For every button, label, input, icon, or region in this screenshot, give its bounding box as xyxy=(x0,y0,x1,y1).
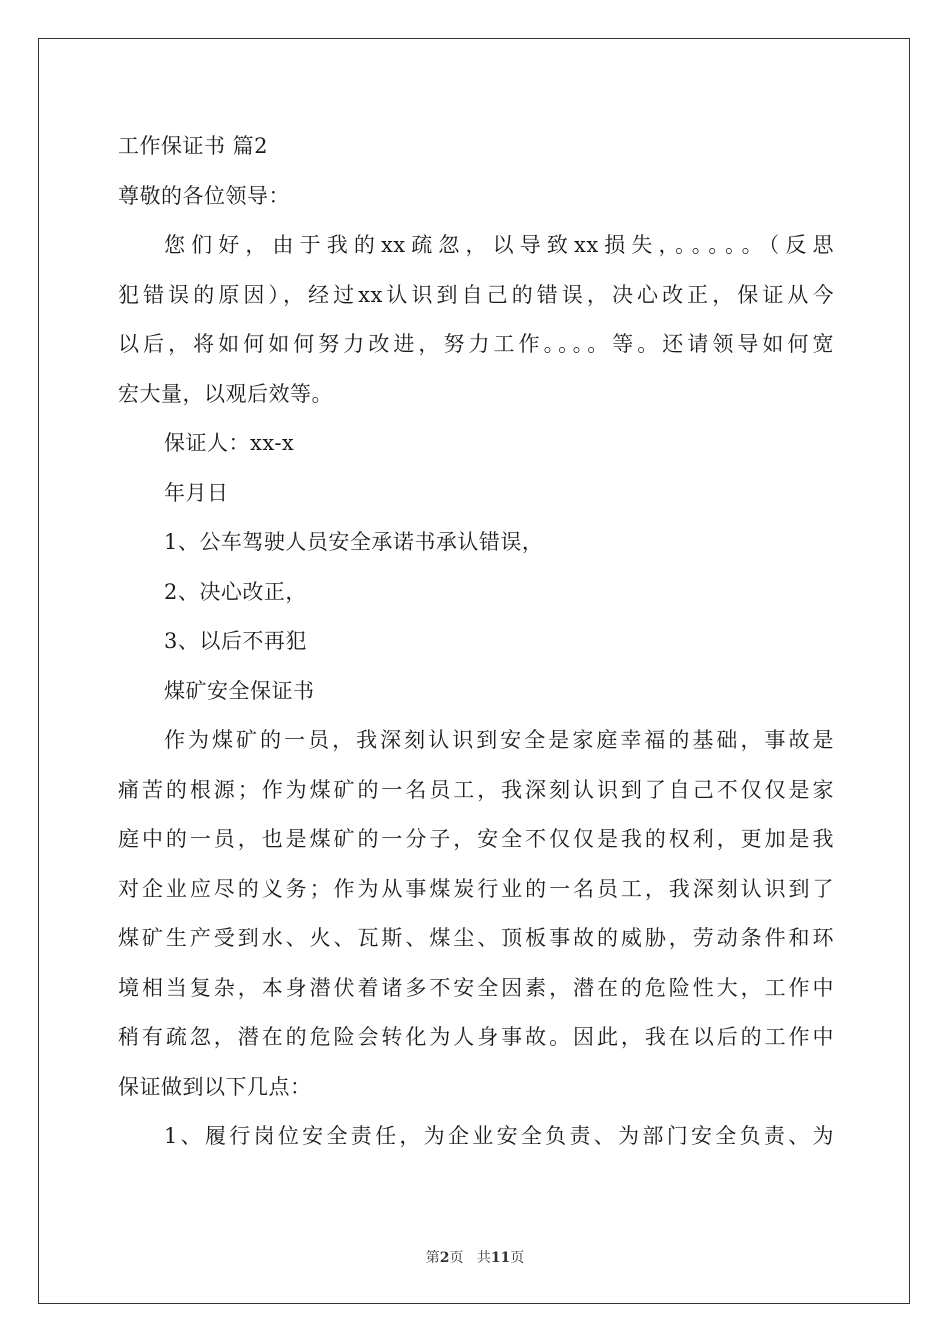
total-pages: 11 xyxy=(490,1250,511,1266)
paragraph-line: 宏大量，以观后效等。 xyxy=(118,381,333,406)
list-item: 3、以后不再犯 xyxy=(164,629,307,653)
footer-total-prefix: 共 xyxy=(476,1250,491,1266)
document-heading: 工作保证书 篇2 xyxy=(118,134,269,158)
salutation: 尊敬的各位领导： xyxy=(118,183,290,208)
list-item: 2、决心改正， xyxy=(164,579,307,604)
paragraph-line: 庭中的一员，也是煤矿的一分子，安全不仅仅是我的权利，更加是我 xyxy=(118,827,834,851)
document-body xyxy=(118,122,834,1162)
page-footer xyxy=(0,1247,950,1267)
paragraph-line: 稍有疏忽，潜在的危险会转化为人身事故。因此，我在以后的工作中 xyxy=(118,1025,834,1049)
paragraph-line: 以后，将如何如何努力改进，努力工作。。。。等。还请领导如何宽 xyxy=(118,332,834,356)
list-item: 1、公车驾驶人员安全承诺书承认错误， xyxy=(164,530,544,554)
footer-total-suffix: 页 xyxy=(510,1250,525,1266)
paragraph-line: 您们好，由于我的xx疏忽，以导致xx损失，。。。。。（反思 xyxy=(164,233,834,257)
footer-prefix: 第 xyxy=(425,1250,440,1266)
guarantor-line: 保证人：xx-x xyxy=(164,431,295,455)
paragraph-line: 1、履行岗位安全责任，为企业安全负责、为部门安全负责、为 xyxy=(164,1124,834,1148)
paragraph-line: 痛苦的根源；作为煤矿的一名员工，我深刻认识到了自己不仅仅是家 xyxy=(118,777,834,802)
section-title: 煤矿安全保证书 xyxy=(164,678,315,703)
paragraph-line: 煤矿生产受到水、火、瓦斯、煤尘、顶板事故的威胁，劳动条件和环 xyxy=(118,926,834,950)
page-number: 2 xyxy=(439,1250,450,1266)
paragraph-line: 作为煤矿的一员，我深刻认识到安全是家庭幸福的基础，事故是 xyxy=(164,728,834,752)
date-line: 年月日 xyxy=(164,480,229,505)
paragraph-line: 保证做到以下几点： xyxy=(118,1074,312,1099)
paragraph-line: 犯错误的原因），经过xx认识到自己的错误，决心改正，保证从今 xyxy=(118,282,834,307)
paragraph-line: 对企业应尽的义务；作为从事煤炭行业的一名员工，我深刻认识到了 xyxy=(118,876,834,901)
footer-page-suffix: 页 xyxy=(449,1250,464,1266)
paragraph-line: 境相当复杂，本身潜伏着诸多不安全因素，潜在的危险性大，工作中 xyxy=(118,975,834,1000)
